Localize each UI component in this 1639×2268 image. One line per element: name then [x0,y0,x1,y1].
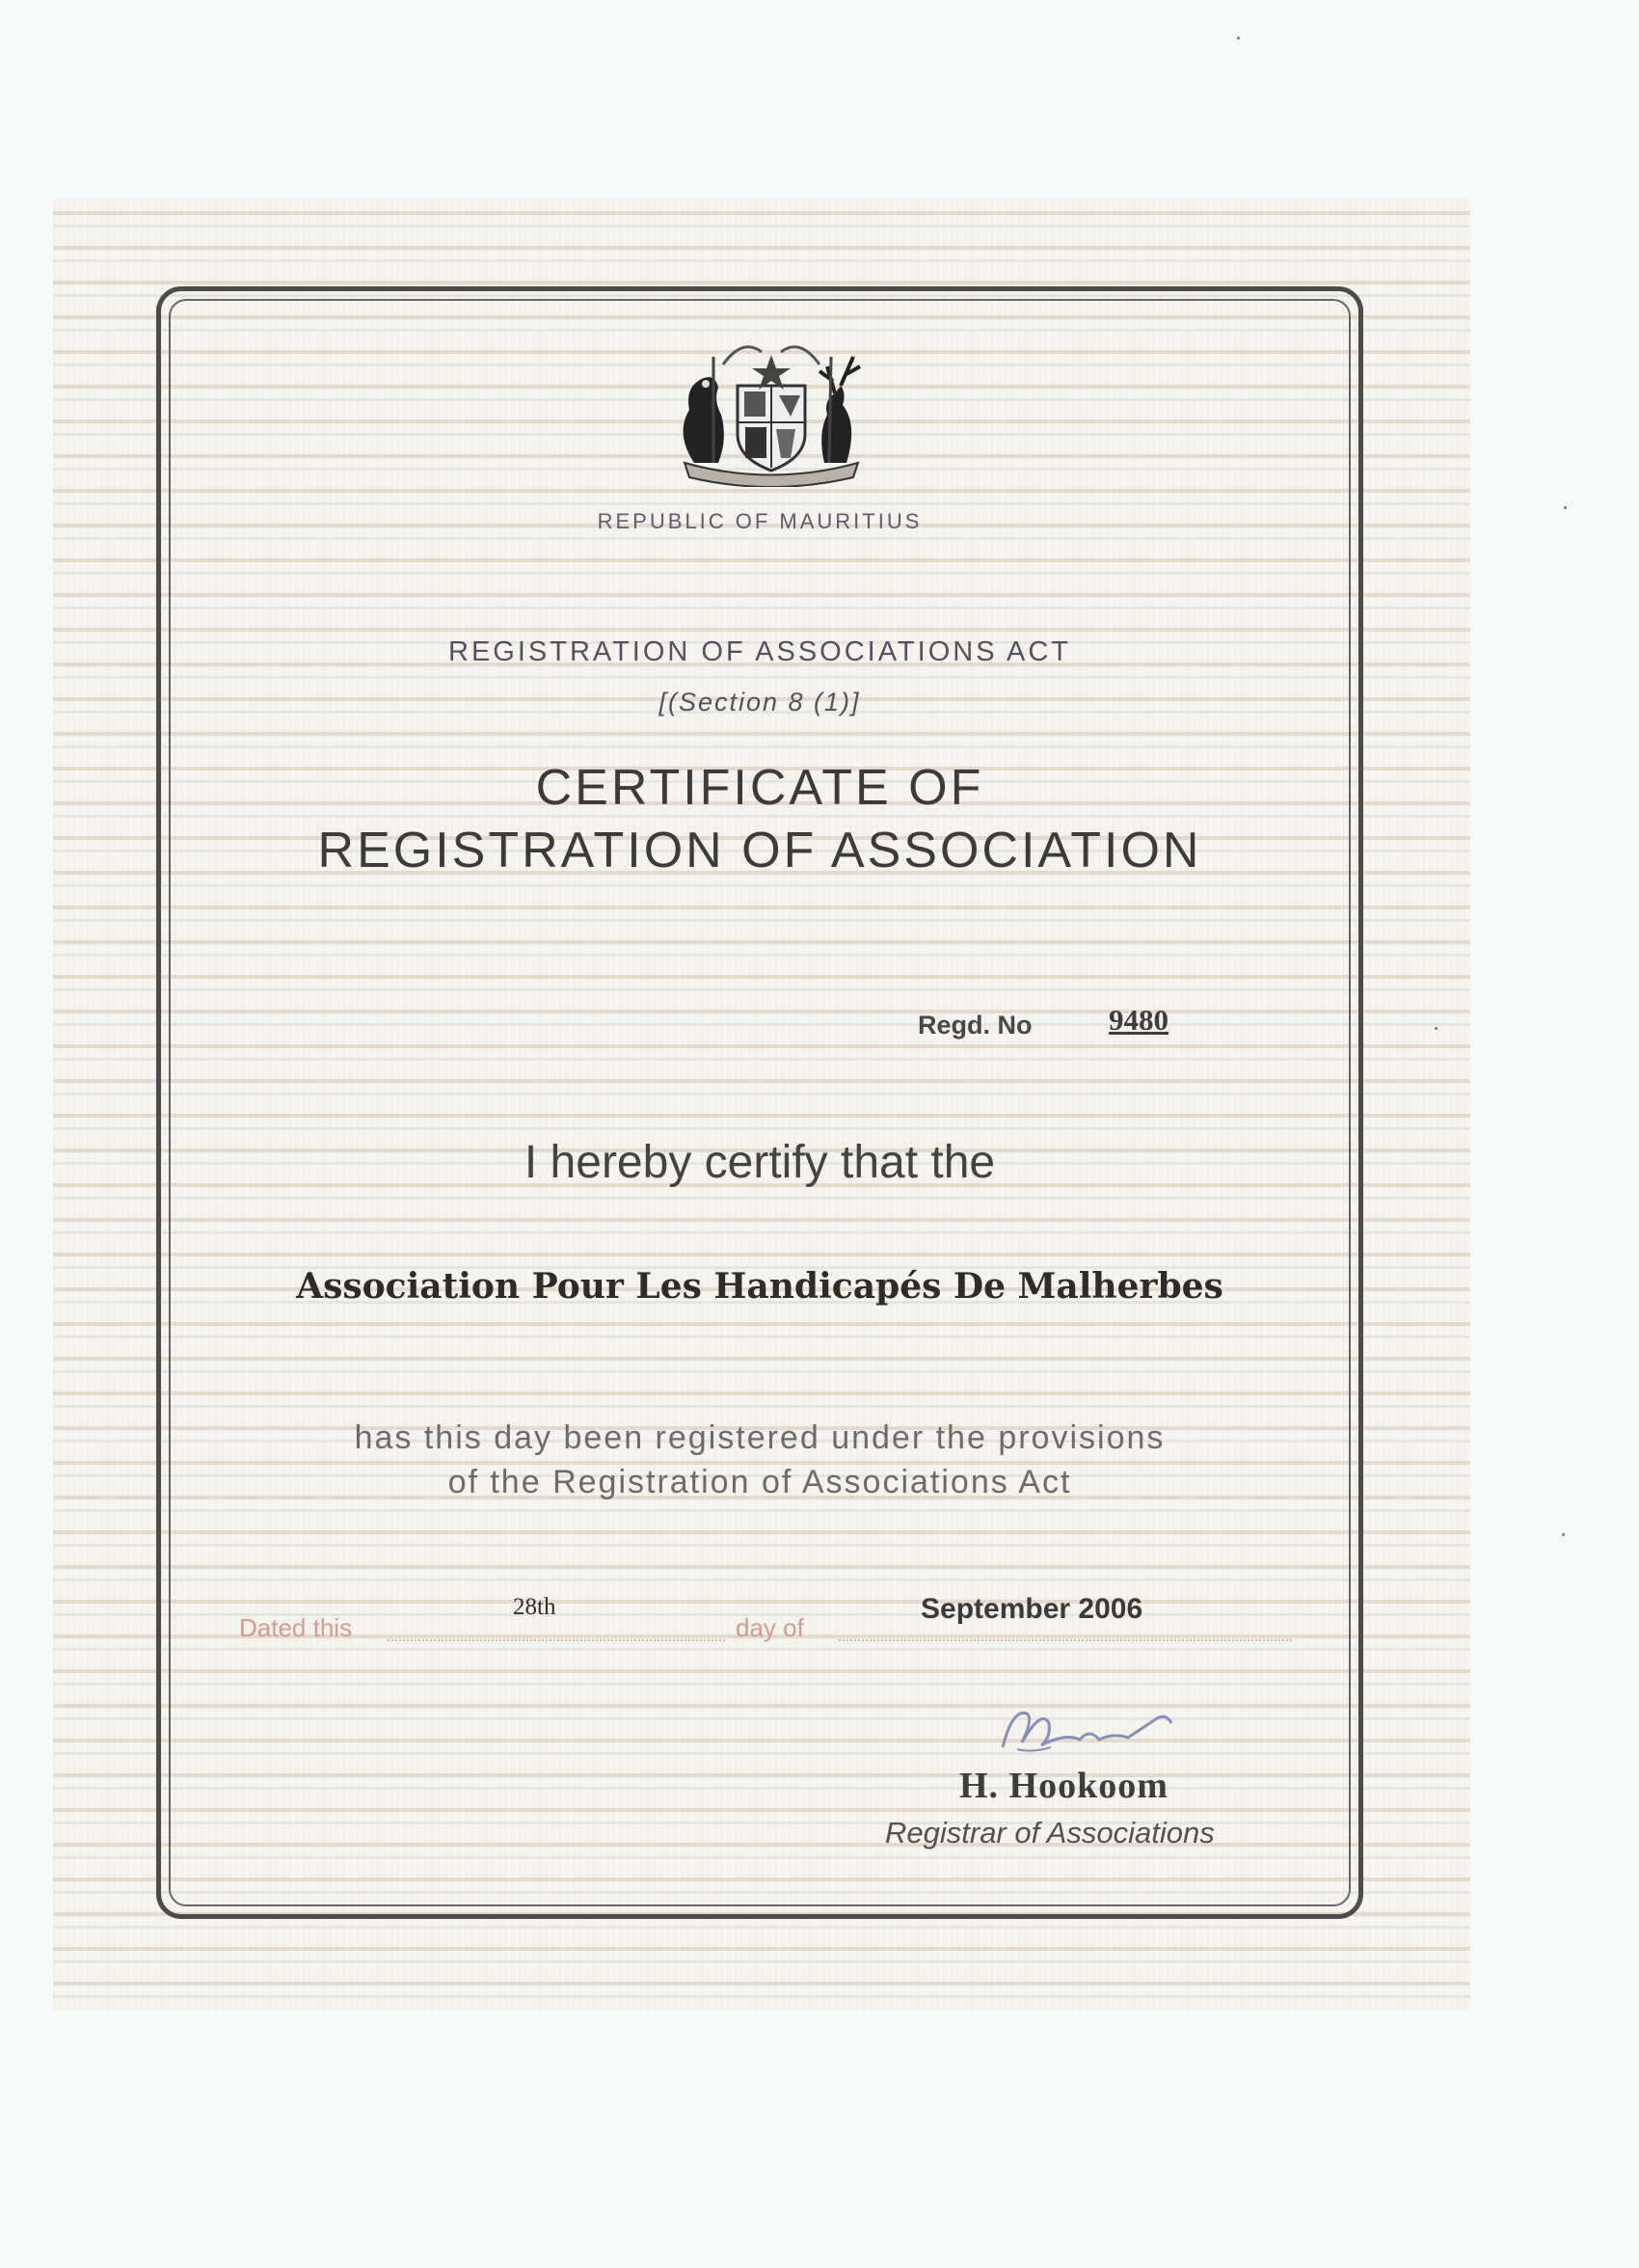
act-title: REGISTRATION OF ASSOCIATIONS ACT [448,636,1071,667]
section-reference: [(Section 8 (1)] [658,688,861,716]
coat-of-arms-icon [656,318,887,487]
registered-statement-line1: has this day been registered under the provisions [354,1419,1166,1456]
certificate-title-line2: REGISTRATION OF ASSOCIATION [317,823,1202,878]
dated-label: Dated this [239,1613,353,1642]
scan-speck [1564,506,1567,509]
month-year-value: September 2006 [921,1593,1143,1625]
registered-statement-line2: of the Registration of Associations Act [447,1464,1072,1500]
registration-number-label: Regd. No [918,1011,1033,1040]
scan-speck [1237,37,1240,40]
day-value: 28th [513,1594,556,1620]
certificate-title-line1: CERTIFICATE OF [535,760,984,816]
registrar-signature [974,1689,1196,1767]
scan-speck [1562,1533,1565,1536]
month-dotted-line [839,1639,1292,1641]
day-dotted-line [388,1639,725,1641]
emblem-caption: REPUBLIC OF MAURITIUS [597,509,923,533]
scan-speck [1435,1027,1437,1030]
registration-number: 9480 [1109,1003,1169,1037]
day-of-label: day of [736,1613,804,1642]
certify-statement: I hereby certify that the [524,1137,996,1188]
certificate-border-inner [169,299,1351,1906]
association-name: Association Pour Les Handicapés De Malherbes [296,1266,1223,1307]
registrar-title: Registrar of Associations [885,1816,1215,1850]
registrar-name: H. Hookoom [959,1766,1169,1806]
